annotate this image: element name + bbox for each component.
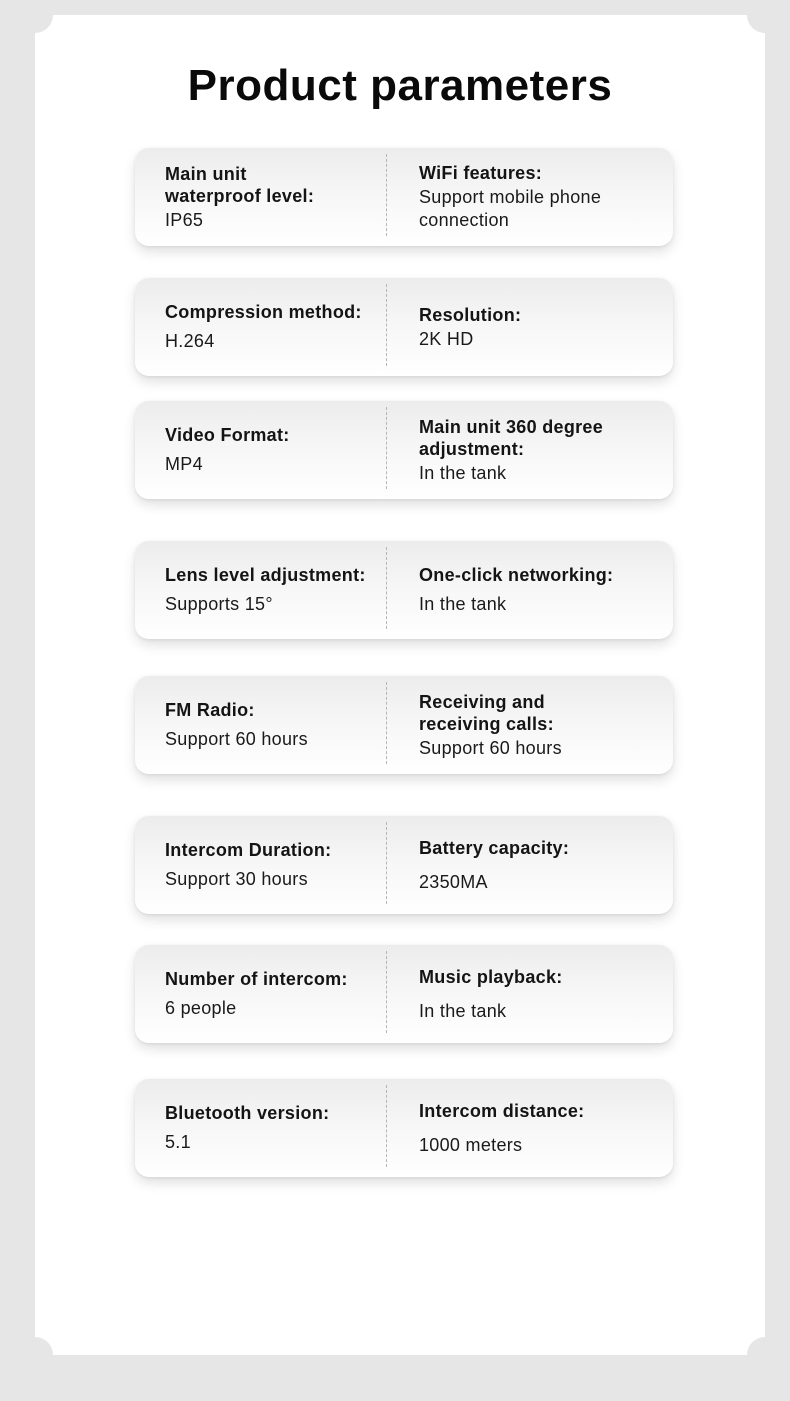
spec-card-radio-calls — [135, 676, 673, 774]
spec-card-waterproof-wifi — [135, 148, 673, 246]
spec-cell — [419, 541, 654, 639]
spec-label: Battery capacity: — [419, 837, 570, 858]
spec-value: 1000 meters — [419, 1134, 523, 1155]
spec-label: FM Radio: — [165, 700, 255, 720]
spec-label: Resolution: — [419, 304, 522, 325]
spec-label: Music playback: — [419, 966, 563, 987]
dashed-divider — [386, 1085, 387, 1167]
corner-notch — [17, 0, 53, 33]
spec-cell — [165, 278, 380, 376]
spec-label: Main unit 360 degree adjustment: — [419, 416, 604, 459]
spec-cell — [165, 816, 380, 914]
spec-label: Compression method: — [165, 302, 362, 322]
spec-value: IP65 — [165, 209, 204, 230]
spec-value: H.264 — [165, 331, 215, 351]
spec-value: Support 60 hours — [165, 729, 308, 749]
dashed-divider — [386, 407, 387, 489]
spec-cell — [419, 676, 654, 774]
dashed-divider — [386, 682, 387, 764]
spec-cell — [165, 945, 380, 1043]
spec-label: Video Format: — [165, 425, 290, 445]
spec-cell — [165, 1079, 380, 1177]
spec-label: Receiving and receiving calls: — [419, 691, 554, 734]
spec-value: 5.1 — [165, 1132, 191, 1152]
corner-notch — [747, 1337, 783, 1373]
spec-cell — [419, 945, 654, 1043]
spec-value: MP4 — [165, 454, 203, 474]
spec-card-duration-battery — [135, 816, 673, 914]
spec-card-bluetooth-distance — [135, 1079, 673, 1177]
spec-label: Intercom Duration: — [165, 840, 332, 860]
spec-cell — [419, 278, 654, 376]
spec-value: Supports 15° — [165, 594, 273, 614]
spec-value: In the tank — [419, 594, 507, 614]
spec-cell — [419, 148, 654, 246]
spec-label: Intercom distance: — [419, 1100, 585, 1121]
spec-value: Support mobile phone connection — [419, 187, 602, 230]
spec-card-intercom-music — [135, 945, 673, 1043]
spec-label: Lens level adjustment: — [165, 565, 366, 585]
dashed-divider — [386, 822, 387, 904]
page-title: Product parameters — [187, 61, 613, 110]
spec-card-lens-networking — [135, 541, 673, 639]
dashed-divider — [386, 951, 387, 1033]
spec-card-format-adjustment — [135, 401, 673, 499]
corner-notch — [747, 0, 783, 33]
spec-label: One-click networking: — [419, 565, 614, 585]
spec-sheet-panel — [35, 15, 765, 1355]
corner-notch — [17, 1337, 53, 1373]
spec-value: Support 30 hours — [165, 869, 308, 889]
spec-cell — [419, 401, 654, 499]
spec-value: 2K HD — [419, 328, 474, 349]
dashed-divider — [386, 547, 387, 629]
spec-label: Bluetooth version: — [165, 1103, 330, 1123]
spec-cell — [165, 401, 380, 499]
dashed-divider — [386, 154, 387, 236]
spec-value: Support 60 hours — [419, 737, 562, 758]
spec-card-compression-resolution — [135, 278, 673, 376]
spec-cell — [165, 541, 380, 639]
dashed-divider — [386, 284, 387, 366]
spec-value: 6 people — [165, 998, 237, 1018]
spec-cell — [419, 816, 654, 914]
spec-value: In the tank — [419, 1000, 507, 1021]
spec-cell — [165, 148, 380, 246]
spec-label: Number of intercom: — [165, 969, 348, 989]
spec-label: WiFi features: — [419, 163, 543, 183]
spec-label: Main unit waterproof level: — [165, 163, 315, 206]
spec-cell — [419, 1079, 654, 1177]
spec-value: In the tank — [419, 462, 507, 483]
spec-value: 2350MA — [419, 871, 488, 892]
spec-cell — [165, 676, 380, 774]
